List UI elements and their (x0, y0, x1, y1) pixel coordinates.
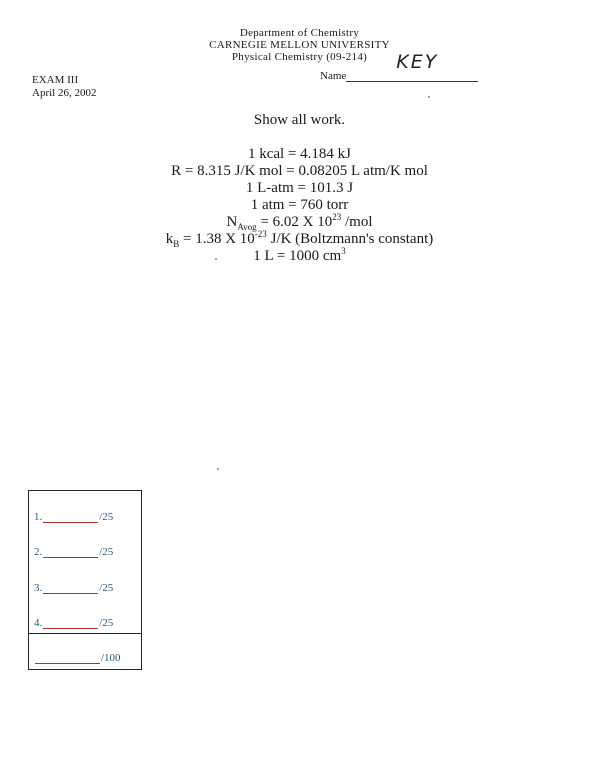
score-row-max: /25 (99, 511, 114, 523)
name-handwritten-key: KEY (396, 51, 439, 73)
score-row (34, 546, 113, 558)
boltzmann-exponent: -23 (254, 229, 267, 239)
exam-title: EXAM III (32, 74, 79, 86)
constant-kcal: 1 kcal = 4.184 kJ (247, 146, 352, 162)
score-blank[interactable] (43, 512, 98, 523)
score-row-number: 1. (34, 511, 43, 523)
university-label: CARNEGIE MELLON UNIVERSITY (209, 39, 390, 51)
constant-atm: 1 atm = 760 torr (250, 197, 349, 213)
score-row-max: /25 (99, 617, 114, 629)
score-row (34, 617, 113, 629)
score-blank[interactable] (43, 618, 98, 629)
constant-avogadro (0, 214, 599, 231)
speck (217, 468, 219, 470)
exam-date: April 26, 2002 (32, 87, 97, 99)
speck (215, 258, 217, 260)
avogadro-exponent: 23 (332, 212, 342, 222)
liter-value: 1 L = 1000 cm (253, 248, 342, 264)
boltzmann-value: = 1.38 X 10 (179, 231, 255, 247)
score-row-number: 2. (34, 546, 43, 558)
department-label: Department of Chemistry (239, 27, 360, 39)
speck (428, 96, 430, 98)
score-row (34, 582, 113, 594)
name-field (320, 51, 478, 82)
score-total-blank[interactable] (35, 653, 100, 664)
boltzmann-subscript: B (173, 239, 180, 249)
constant-R: R = 8.315 J/K mol = 0.08205 L atm/K mol (171, 163, 428, 179)
score-table (28, 490, 142, 670)
score-row (34, 511, 113, 523)
instructions: Show all work. (253, 112, 346, 128)
score-total-row (34, 652, 121, 664)
score-total-max: /100 (101, 652, 121, 664)
boltzmann-unit: J/K (Boltzmann's constant) (266, 231, 434, 247)
boltzmann-symbol: k (165, 231, 174, 247)
name-label: Name (320, 70, 347, 82)
constant-latm: 1 L-atm = 101.3 J (245, 180, 354, 196)
score-row-number: 3. (34, 582, 43, 594)
score-blank[interactable] (43, 547, 98, 558)
course-label: Physical Chemistry (09-214) (231, 51, 368, 63)
avogadro-unit: /mol (341, 214, 373, 230)
constant-boltzmann (0, 231, 599, 248)
name-underline (346, 51, 478, 82)
score-blank[interactable] (43, 583, 98, 594)
avogadro-subscript: Avog (237, 222, 257, 232)
score-row-number: 4. (34, 617, 43, 629)
constant-liter (0, 248, 599, 265)
total-divider (29, 633, 141, 634)
score-row-max: /25 (99, 546, 114, 558)
score-row-max: /25 (99, 582, 114, 594)
avogadro-symbol: N (226, 214, 238, 230)
avogadro-value: = 6.02 X 10 (256, 214, 333, 230)
liter-exponent: 3 (341, 246, 346, 256)
